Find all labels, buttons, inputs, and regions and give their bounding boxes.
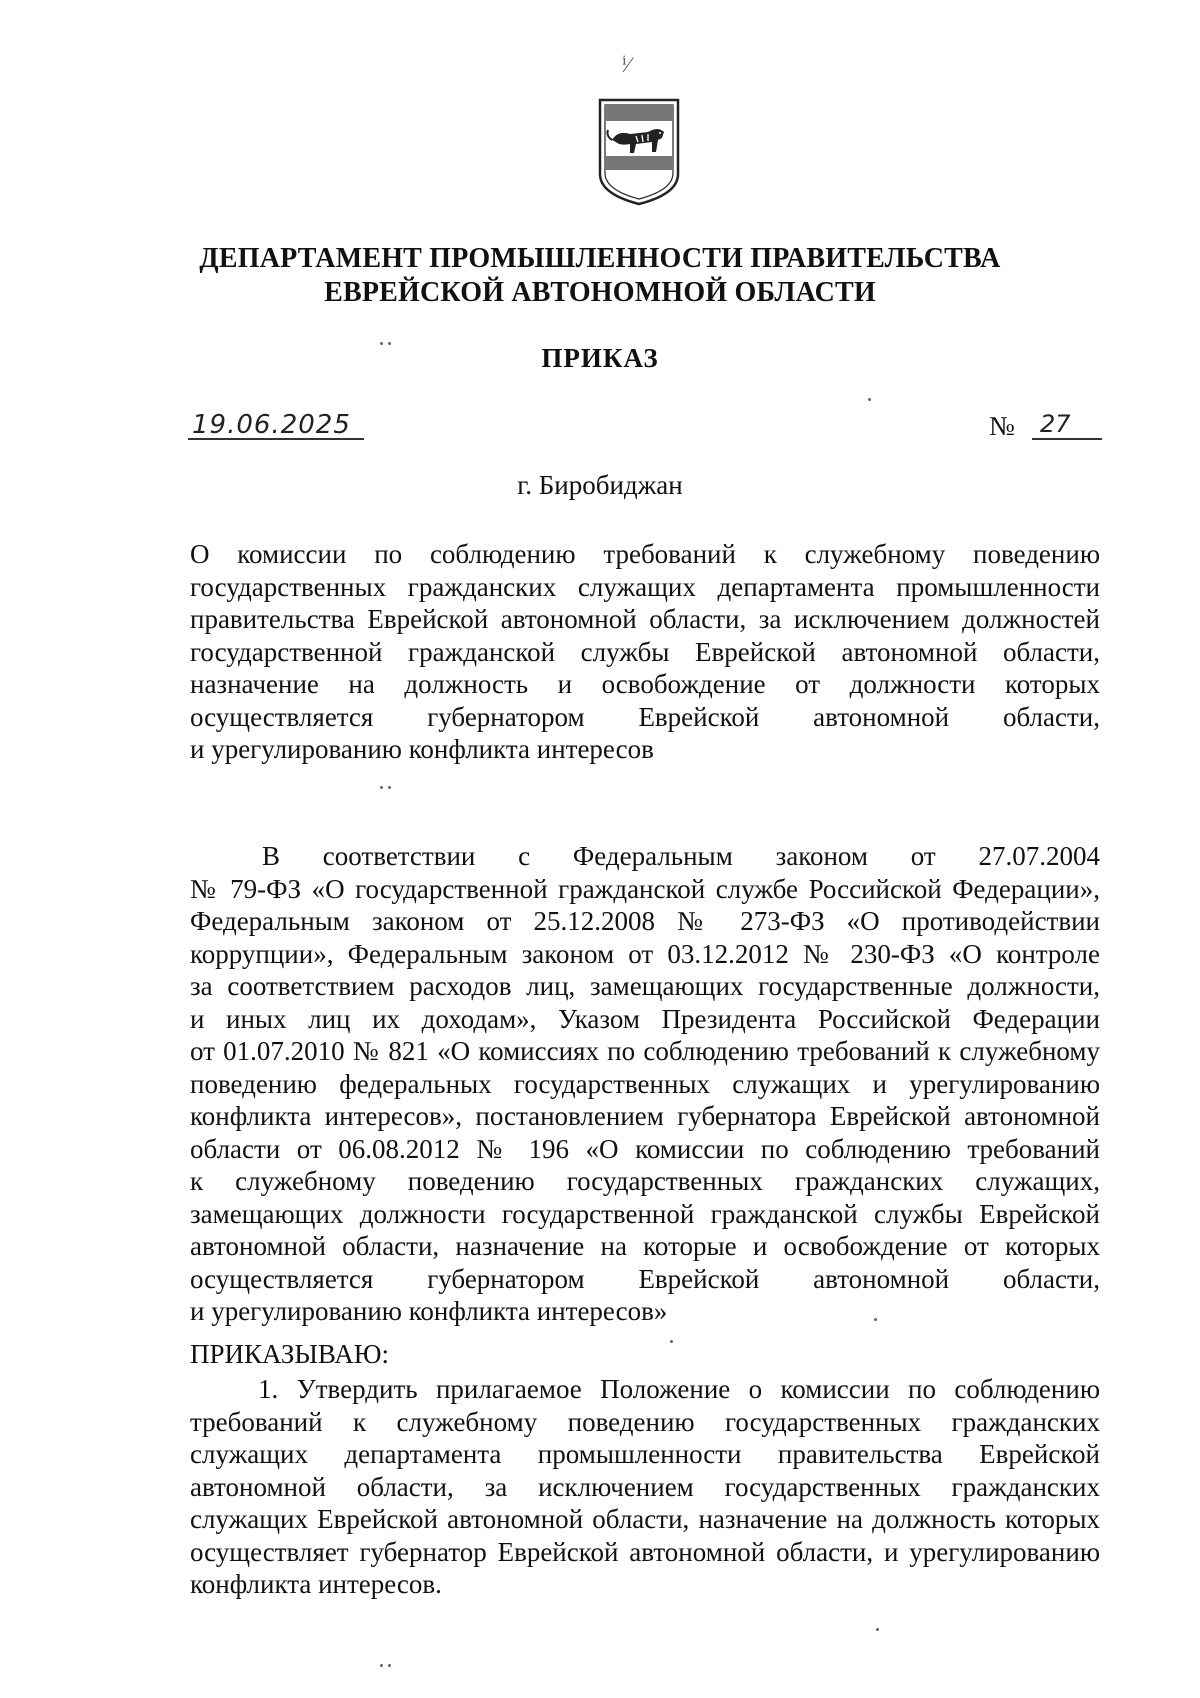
preamble-line: Федеральным законом от 25.12.2008 № 273-ФЗ «О противодействии (190, 906, 1100, 936)
scan-speck (670, 1340, 673, 1343)
order-date: 19.06.2025 (188, 412, 364, 440)
department-title-line-1: ДЕПАРТАМЕНТ ПРОМЫШЛЕННОСТИ ПРАВИТЕЛЬСТВА (199, 243, 1001, 274)
preamble-paragraph (190, 840, 1100, 1328)
emblem-handwritten-mark: ⁱ⁄ (622, 52, 631, 77)
item1-line: служащих Еврейской автономной области, назначение на должность которых (190, 1504, 1100, 1534)
subject-line: осуществляется губернатором Еврейской автономной области, (190, 701, 1100, 732)
item1-line: служащих департамента промышленности правительства Еврейской (190, 1439, 1100, 1469)
item1-line: конфликта интересов. (190, 1569, 442, 1599)
order-subject (190, 538, 1100, 766)
preamble-line: автономной области, назначение на которые и освобождение от которых (190, 1231, 1100, 1261)
order-directive-word: ПРИКАЗЫВАЮ: (190, 1339, 389, 1369)
preamble-line: от 01.07.2010 № 821 «О комиссиях по соблюдению требований к служебному (190, 1036, 1100, 1066)
item1-line: требований к служебному поведению государственных гражданских (190, 1406, 1100, 1437)
preamble-line: коррупции», Федеральным законом от 03.12.2012 № 230-ФЗ «О контроле (190, 938, 1100, 969)
preamble-line: № 79-ФЗ «О государственной гражданской службе Российской Федерации», (190, 873, 1100, 904)
subject-line: О комиссии по соблюдению требований к служебному поведению (190, 539, 1100, 569)
scan-speck (388, 786, 391, 789)
department-title (150, 242, 1050, 310)
order-item-1 (190, 1373, 1100, 1601)
item1-line: осуществляет губернатор Еврейской автономной области, и урегулированию (190, 1536, 1100, 1567)
order-number-value: 27 (1032, 410, 1102, 440)
preamble-line: конфликта интересов», постановлением губернатора Еврейской автономной (190, 1101, 1100, 1131)
scan-speck (380, 342, 383, 345)
item1-line: 1. Утвердить прилагаемое Положение о комиссии по соблюдению (258, 1374, 1100, 1404)
scan-speck (388, 1664, 391, 1667)
scan-speck (380, 1664, 383, 1667)
subject-line: государственной гражданской службы Еврейской автономной области, (190, 636, 1100, 667)
preamble-line: поведению федеральных государственных служащих и урегулированию (190, 1068, 1100, 1099)
document-type-title: ПРИКАЗ (541, 343, 659, 373)
preamble-line: осуществляется губернатором Еврейской автономной области, (190, 1263, 1100, 1294)
scan-speck (874, 1318, 877, 1321)
subject-line: правительства Еврейской автономной области, за исключением должностей (190, 604, 1100, 634)
item1-line: автономной области, за исключением государственных гражданских (190, 1471, 1100, 1502)
scan-speck (876, 1628, 879, 1631)
coat-of-arms-icon (596, 96, 682, 208)
preamble-line: за соответствием расходов лиц, замещающих государственные должности, (190, 971, 1100, 1001)
preamble-line: В соответствии с Федеральным законом от 27.07.2004 (262, 841, 1100, 871)
preamble-line: замещающих должности государственной гражданской службы Еврейской (190, 1198, 1100, 1229)
preamble-line: к служебному поведению государственных гражданских служащих, (190, 1166, 1100, 1196)
order-number-label: № (989, 411, 1015, 441)
scan-speck (380, 786, 383, 789)
department-title-line-2: ЕВРЕЙСКОЙ АВТОНОМНОЙ ОБЛАСТИ (324, 277, 876, 308)
preamble-line: и иных лиц их доходам», Указом Президента Российской Федерации (190, 1003, 1100, 1034)
preamble-line: области от 06.08.2012 № 196 «О комиссии по соблюдению требований (190, 1133, 1100, 1164)
preamble-line: и урегулированию конфликта интересов» (190, 1296, 668, 1326)
subject-line: назначение на должность и освобождение от должности которых (190, 669, 1100, 699)
scan-speck (388, 342, 391, 345)
city-line: г. Биробиджан (517, 470, 683, 500)
subject-line: и урегулированию конфликта интересов (190, 734, 654, 764)
scan-speck (868, 398, 871, 401)
subject-line: государственных гражданских служащих департамента промышленности (190, 571, 1100, 602)
